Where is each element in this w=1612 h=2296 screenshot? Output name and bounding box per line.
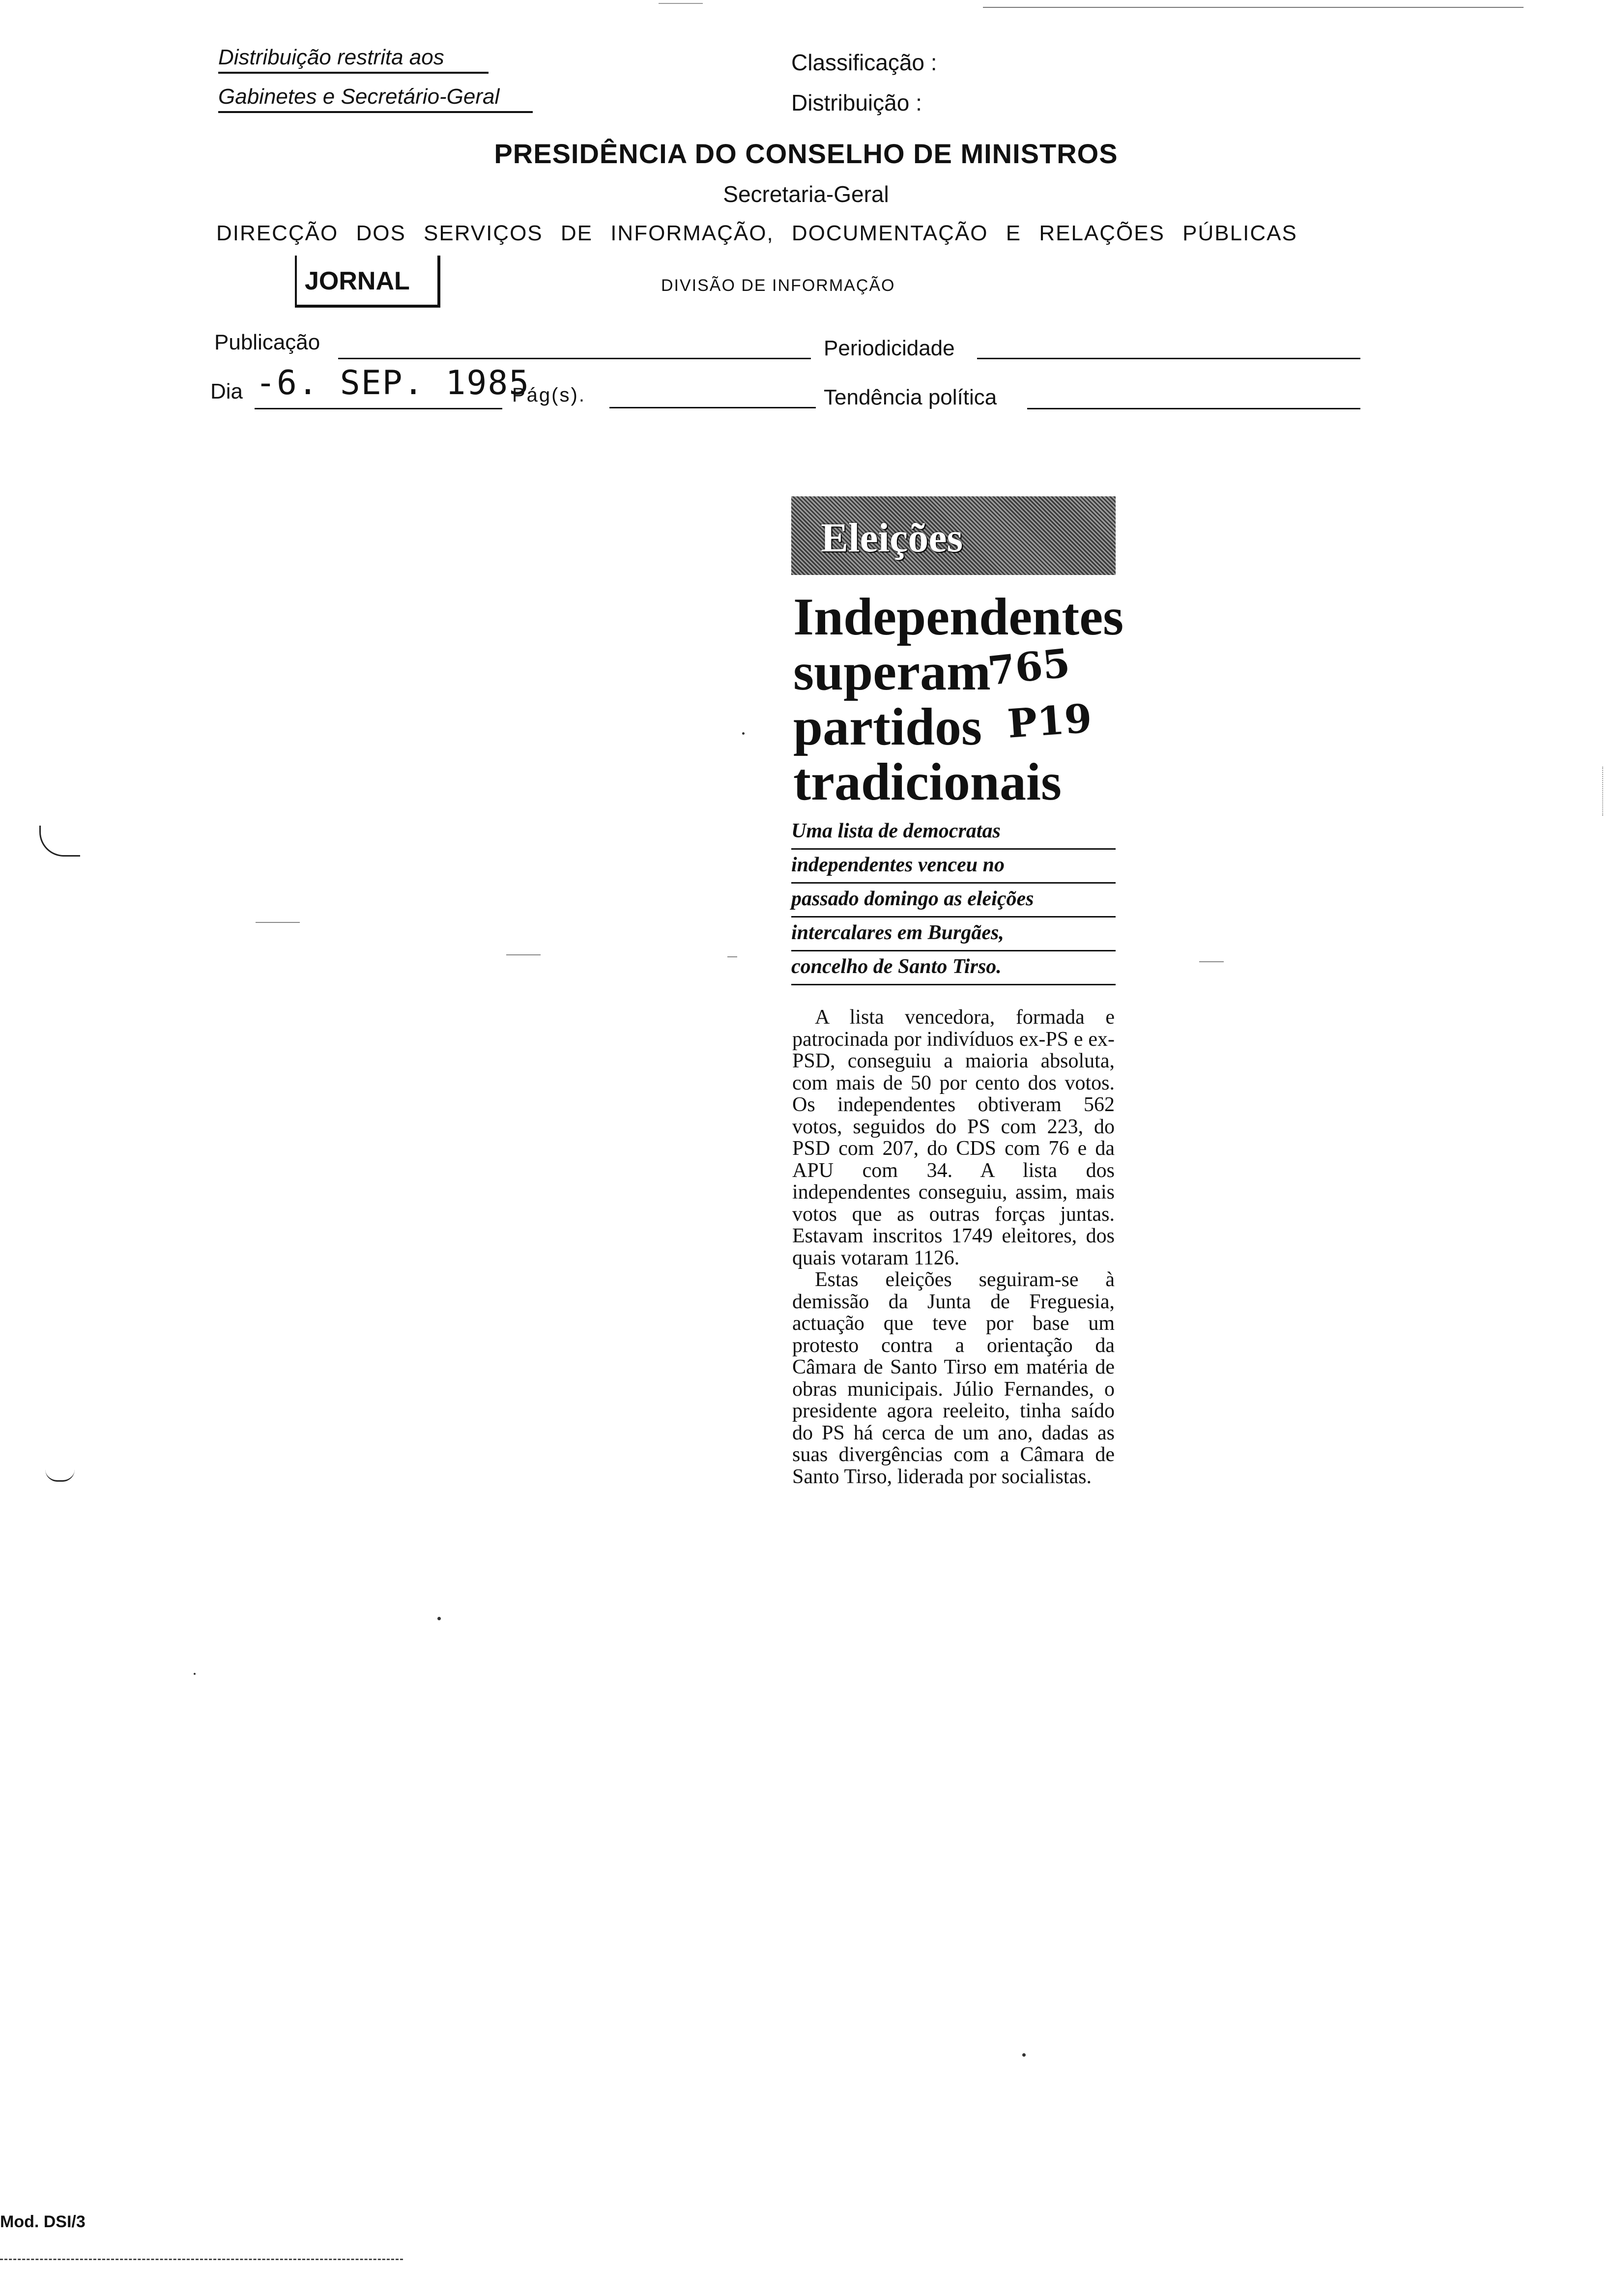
classification-label: Classificação :: [791, 50, 937, 75]
division-label: DIVISÃO DE INFORMAÇÃO: [661, 276, 895, 295]
lead-line-3: passado domingo as eleições: [791, 884, 1116, 918]
headline: [793, 590, 1147, 810]
scan-speck-2: [1022, 2053, 1026, 2057]
headline-line-4: tradicionais: [793, 753, 1062, 811]
scan-mark-2: [45, 1469, 75, 1482]
date-stamp: -6. SEP. 1985: [256, 364, 530, 402]
day-label: Dia: [210, 379, 243, 403]
pages-field: [609, 389, 816, 408]
scan-dash-5: [1602, 767, 1604, 816]
bottom-scan-rule: [0, 2259, 403, 2260]
scan-dash-1: [256, 922, 300, 923]
page-title: PRESIDÊNCIA DO CONSELHO DE MINISTROS: [494, 138, 1118, 169]
distribution-label: Distribuição :: [791, 90, 922, 115]
tendency-field: [1027, 390, 1360, 409]
distribution-note-line1: Distribuição restrita aos: [218, 45, 489, 74]
handwritten-annotation-2: P19: [1006, 695, 1094, 747]
periodicity-label: Periodicidade: [824, 336, 955, 360]
page-subtitle: Secretaria-Geral: [723, 181, 889, 207]
lead-line-5: concelho de Santo Tirso.: [791, 951, 1116, 985]
publication-label: Publicação: [214, 330, 320, 354]
source-stamp-box: [295, 256, 440, 308]
headline-line-2: superam: [793, 643, 991, 701]
distribution-note-line2: Gabinetes e Secretário-Geral: [218, 85, 533, 113]
directorate-line: DIRECÇÃO DOS SERVIÇOS DE INFORMAÇÃO, DOCUMENTAÇÃO E RELAÇÕES PÚBLICAS: [216, 221, 1297, 245]
lead-line-4: intercalares em Burgães,: [791, 918, 1116, 951]
publication-field: [338, 340, 811, 359]
scan-speck-3: [742, 732, 745, 735]
scan-speck-4: [194, 1673, 196, 1675]
article-lead: [791, 816, 1116, 985]
scan-dash-2: [506, 954, 541, 955]
scan-dash-4: [1199, 961, 1224, 962]
lead-line-2: independentes venceu no: [791, 850, 1116, 884]
pages-label: Pág(s).: [512, 384, 586, 406]
section-banner-label: Eleições: [821, 515, 963, 561]
scan-mark-1: [39, 826, 80, 857]
tendency-label: Tendência política: [824, 385, 997, 409]
periodicity-field: [977, 340, 1360, 359]
article-paragraph-2: Estas eleições seguiram-se à demissão da Junta de Freguesia, actuação que teve por base um protesto contra a orientação da Câmara de Santo Tirso em matéria de obras municipais. Júlio Fernandes, o presidente agora reeleito, tinha saído do PS há cerca de um ano, dadas as suas divergências com a Câmara de Santo Tirso, liderada por socialistas.: [792, 1268, 1115, 1488]
top-rule-right: [983, 7, 1524, 8]
section-banner: [791, 496, 1116, 575]
scan-speck-1: [437, 1617, 441, 1620]
article-paragraph-1: A lista vencedora, formada e patrocinada por indivíduos ex-PS e ex-PSD, conseguiu a maioria absoluta, com mais de 50 por cento dos votos. Os independentes obtiveram 562 votos, seguidos do PS com 223, do PSD com 207, do CDS com 76 e da APU com 34. A lista dos independentes conseguiu, assim, mais votos que as outras forças juntas. Estavam inscritos 1749 eleitores, dos quais votaram 1126.: [792, 1006, 1115, 1269]
headline-line-1: Independentes: [793, 588, 1124, 646]
headline-line-3: partidos: [793, 698, 982, 756]
source-stamp: JORNAL: [305, 267, 410, 295]
scan-dash-3: [727, 956, 737, 957]
handwritten-annotation-1: 765: [985, 639, 1072, 694]
top-rule-left: [659, 3, 703, 4]
lead-line-1: Uma lista de democratas: [791, 816, 1116, 850]
form-code: Mod. DSI/3: [0, 2212, 86, 2231]
article-body: [792, 1006, 1115, 1488]
